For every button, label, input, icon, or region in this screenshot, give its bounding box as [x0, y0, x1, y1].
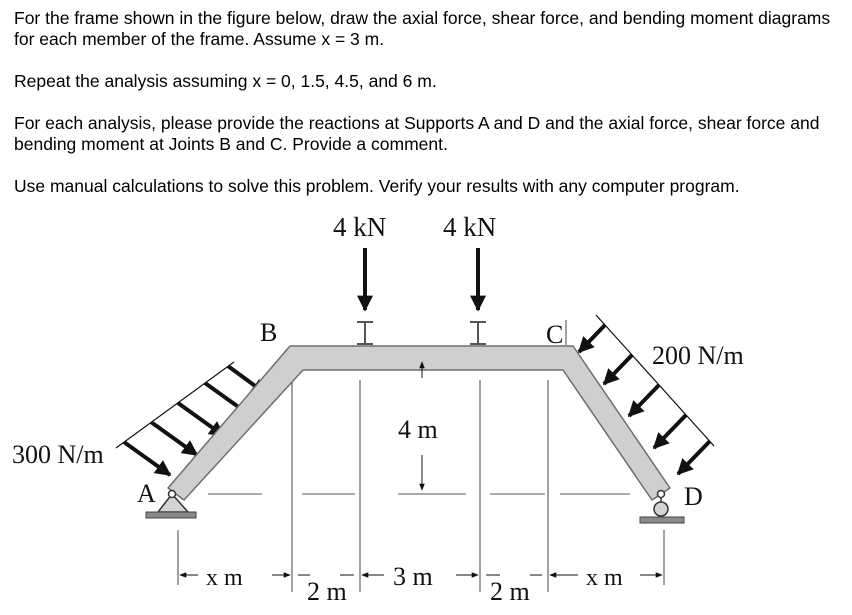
problem-paragraph-4: Use manual calculations to solve this problem. Verify your results with any computer program. [14, 176, 740, 196]
problem-paragraph-1: For the frame shown in the figure below, draw the axial force, shear force, and bending moment diagrams for each member of the frame. Assume x = 3 m. [14, 8, 831, 49]
support-label-a: A [137, 479, 156, 508]
point-load-right [470, 248, 486, 344]
frame-figure [0, 205, 852, 615]
load-label-left: 4 kN [333, 212, 387, 242]
problem-paragraph-3: For each analysis, please provide the reactions at Supports A and D and the axial force, shear force and bending moment at Joints B and C. Provide a comment. [14, 113, 820, 154]
problem-paragraph-2: Repeat the analysis assuming x = 0, 1.5, 4.5, and 6 m. [14, 71, 437, 91]
roller-support-d [640, 491, 684, 524]
load-label-right: 4 kN [443, 212, 497, 242]
point-load-left [357, 248, 373, 344]
joint-label-b: B [260, 318, 278, 347]
distributed-load-label-left: 300 N/m [12, 440, 104, 469]
dimension-label-x-left: x m [206, 565, 243, 591]
dimension-label-x-right: x m [586, 565, 623, 591]
height-dimension-label: 4 m [398, 415, 438, 444]
dimension-label-2m-left: 2 m [307, 577, 347, 606]
joint-label-c: C [546, 320, 564, 349]
dimension-label-3m: 3 m [393, 562, 433, 591]
dimension-label-2m-right: 2 m [490, 577, 530, 606]
support-label-d: D [684, 482, 703, 511]
distributed-load-label-right: 200 N/m [652, 341, 744, 370]
